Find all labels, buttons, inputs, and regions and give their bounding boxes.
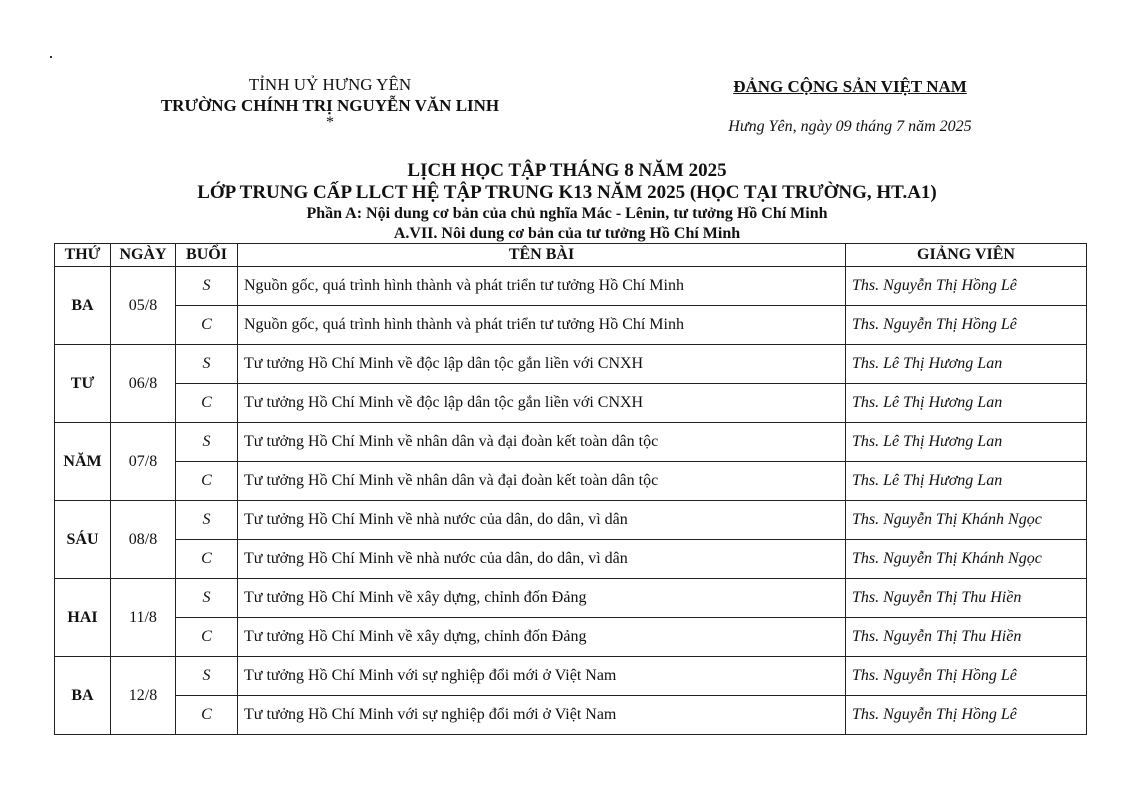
topic-cell: Tư tưởng Hồ Chí Minh về nhân dân và đại đoàn kết toàn dân tộc	[238, 423, 846, 462]
lecturer-cell: Ths. Nguyễn Thị Hồng Lê	[846, 696, 1087, 735]
school-name: TRƯỜNG CHÍNH TRỊ NGUYỄN VĂN LINH	[160, 96, 500, 115]
part-title: Phần A: Nội dung cơ bản của chủ nghĩa Mác - Lênin, tư tưởng Hồ Chí Minh	[306, 205, 828, 222]
topic-cell: Tư tưởng Hồ Chí Minh với sự nghiệp đổi mới ở Việt Nam	[238, 696, 846, 735]
table-row	[55, 423, 1087, 462]
lecturer-cell: Ths. Nguyễn Thị Hồng Lê	[846, 306, 1087, 345]
header-topic: TÊN BÀI	[238, 244, 846, 267]
lecturer-cell: Ths. Lê Thị Hương Lan	[846, 462, 1087, 501]
lecturer-cell: Ths. Nguyễn Thị Khánh Ngọc	[846, 540, 1087, 579]
header-lecturer: GIẢNG VIÊN	[846, 244, 1087, 267]
topic-cell: Nguồn gốc, quá trình hình thành và phát triển tư tưởng Hồ Chí Minh	[238, 267, 846, 306]
header-left	[140, 74, 520, 130]
table-row	[55, 501, 1087, 540]
lecturer-cell: Ths. Lê Thị Hương Lan	[846, 423, 1087, 462]
topic-cell: Tư tưởng Hồ Chí Minh về nhà nước của dân, do dân, vì dân	[238, 501, 846, 540]
date-cell: 05/8	[111, 267, 176, 345]
header-date: NGÀY	[111, 244, 176, 267]
document-date: Hưng Yên, ngày 09 tháng 7 năm 2025	[728, 118, 972, 135]
date-cell: 07/8	[111, 423, 176, 501]
session-cell: C	[176, 618, 238, 657]
topic-cell: Tư tưởng Hồ Chí Minh về độc lập dân tộc gắn liền với CNXH	[238, 384, 846, 423]
table-row	[55, 384, 1087, 423]
table-row	[55, 696, 1087, 735]
session-cell: C	[176, 540, 238, 579]
lecturer-cell: Ths. Nguyễn Thị Hồng Lê	[846, 657, 1087, 696]
table-row	[55, 540, 1087, 579]
lecturer-cell: Ths. Nguyễn Thị Hồng Lê	[846, 267, 1087, 306]
session-cell: C	[176, 384, 238, 423]
table-row	[55, 657, 1087, 696]
class-title: LỚP TRUNG CẤP LLCT HỆ TẬP TRUNG K13 NĂM 2025 (HỌC TẠI TRƯỜNG, HT.A1)	[197, 182, 937, 203]
table-row	[55, 306, 1087, 345]
topic-cell: Tư tưởng Hồ Chí Minh với sự nghiệp đổi mới ở Việt Nam	[238, 657, 846, 696]
session-cell: C	[176, 696, 238, 735]
day-cell: TƯ	[55, 345, 111, 423]
topic-cell: Tư tưởng Hồ Chí Minh về nhân dân và đại đoàn kết toàn dân tộc	[238, 462, 846, 501]
table-row	[55, 618, 1087, 657]
table-row	[55, 345, 1087, 384]
date-cell: 06/8	[111, 345, 176, 423]
session-cell: S	[176, 501, 238, 540]
header-star: *	[326, 114, 334, 131]
header-day: THỨ	[55, 244, 111, 267]
day-cell: BA	[55, 267, 111, 345]
session-cell: S	[176, 267, 238, 306]
lecturer-cell: Ths. Lê Thị Hương Lan	[846, 345, 1087, 384]
date-cell: 08/8	[111, 501, 176, 579]
lecturer-cell: Ths. Lê Thị Hương Lan	[846, 384, 1087, 423]
table-row	[55, 462, 1087, 501]
lecturer-cell: Ths. Nguyễn Thị Khánh Ngọc	[846, 501, 1087, 540]
lecturer-cell: Ths. Nguyễn Thị Thu Hiền	[846, 579, 1087, 618]
date-cell: 12/8	[111, 657, 176, 735]
section-title: A.VII. Nôi dung cơ bản của tư tưởng Hồ Chí Minh	[393, 225, 741, 242]
session-cell: C	[176, 306, 238, 345]
day-cell: SÁU	[55, 501, 111, 579]
date-cell: 11/8	[111, 579, 176, 657]
header-session: BUỔI	[176, 244, 238, 267]
session-cell: S	[176, 579, 238, 618]
header-right	[700, 76, 1000, 136]
party-name: ĐẢNG CỘNG SẢN VIỆT NAM	[733, 77, 967, 96]
session-cell: C	[176, 462, 238, 501]
schedule-table	[54, 243, 1087, 735]
lecturer-cell: Ths. Nguyễn Thị Thu Hiền	[846, 618, 1087, 657]
schedule-title: LỊCH HỌC TẬP THÁNG 8 NĂM 2025	[407, 160, 727, 181]
session-cell: S	[176, 423, 238, 462]
table-row	[55, 579, 1087, 618]
province-committee: TỈNH UỶ HƯNG YÊN	[248, 75, 412, 94]
topic-cell: Nguồn gốc, quá trình hình thành và phát triển tư tưởng Hồ Chí Minh	[238, 306, 846, 345]
table-row	[55, 267, 1087, 306]
document-titles	[0, 160, 1134, 244]
session-cell: S	[176, 345, 238, 384]
session-cell: S	[176, 657, 238, 696]
day-cell: HAI	[55, 579, 111, 657]
topic-cell: Tư tưởng Hồ Chí Minh về xây dựng, chỉnh đốn Đảng	[238, 618, 846, 657]
table-header-row	[55, 244, 1087, 267]
scan-speck	[50, 56, 52, 58]
day-cell: BA	[55, 657, 111, 735]
topic-cell: Tư tưởng Hồ Chí Minh về xây dựng, chỉnh đốn Đảng	[238, 579, 846, 618]
day-cell: NĂM	[55, 423, 111, 501]
topic-cell: Tư tưởng Hồ Chí Minh về độc lập dân tộc gắn liền với CNXH	[238, 345, 846, 384]
topic-cell: Tư tưởng Hồ Chí Minh về nhà nước của dân, do dân, vì dân	[238, 540, 846, 579]
